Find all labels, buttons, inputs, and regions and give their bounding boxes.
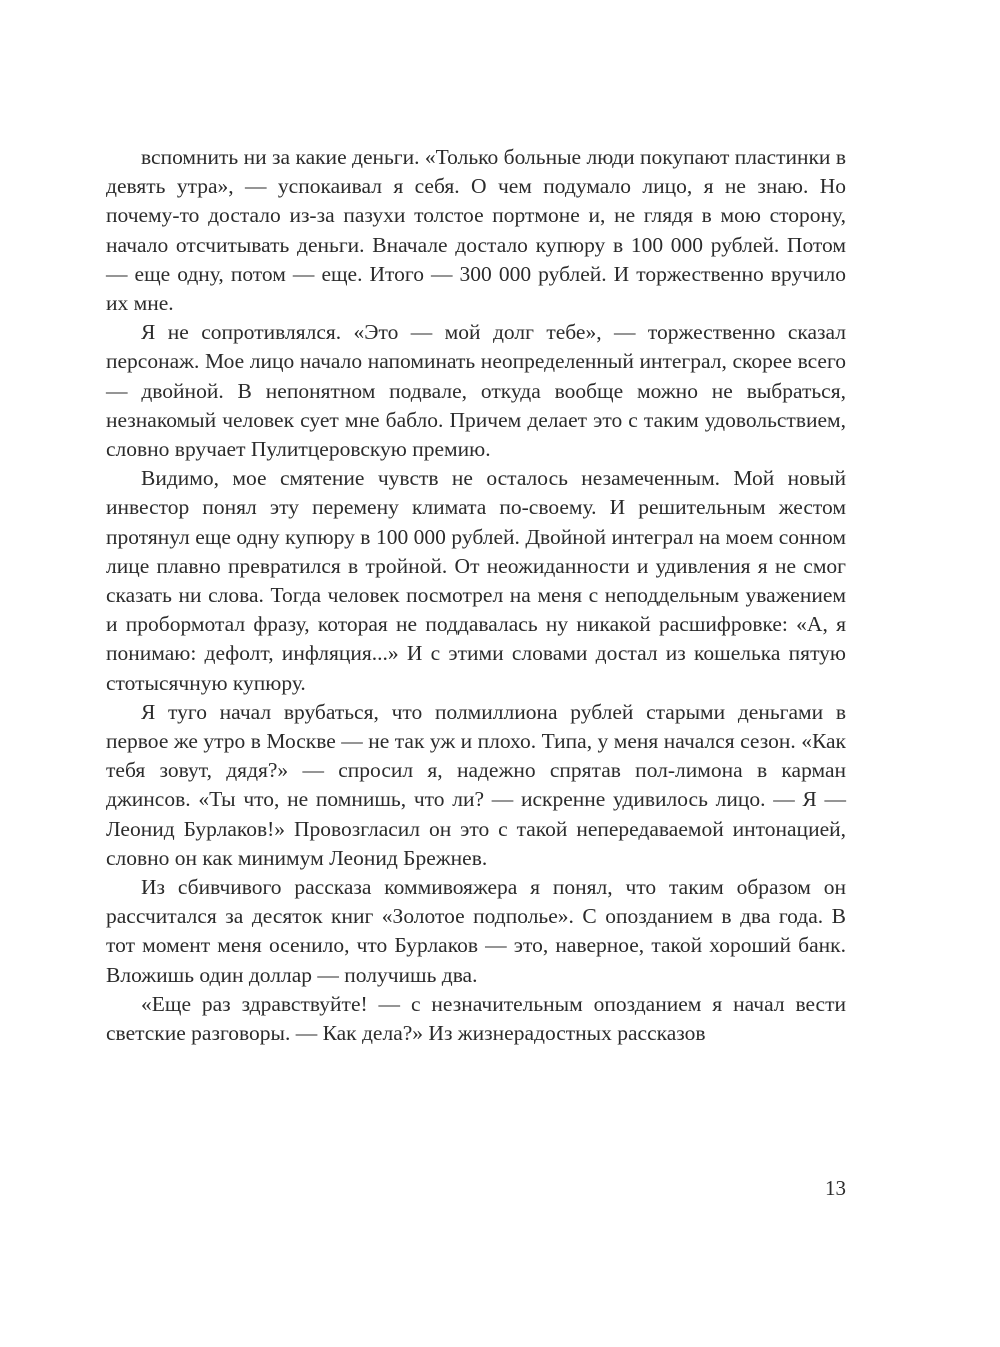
body-paragraph: вспомнить ни за какие деньги. «Только больные люди покупают пластинки в девять утра», — успокаивал я себя. О чем подумало лицо, я не знаю. Но почему-то достало из-за пазухи толстое портмоне и, не глядя в мою сторону, начало отсчитывать деньги. Вначале достало купюру в 100 000 рублей. Потом — еще одну, потом — еще. Итого — 300 000 рублей. И торжественно вручило их мне. xyxy=(106,145,846,316)
body-paragraph: Я не сопротивлялся. «Это — мой долг тебе», — торжественно сказал персонаж. Мое лицо начало напоминать неопределенный интеграл, скорее всего — двойной. В непонятном подвале, откуда вообще можно не выбраться, незнакомый человек сует мне бабло. Причем делает это с таким удовольствием, словно вручает Пулитцеровскую премию. xyxy=(106,320,846,462)
page-number: 13 xyxy=(825,1176,846,1200)
body-paragraph: Из сбивчивого рассказа коммивояжера я понял, что таким образом он рассчитался за десяток книг «Золотое подполье». С опозданием в два года. В тот момент меня осенило, что Бурлаков — это, наверное, такой хороший банк. Вложишь один доллар — получишь два. xyxy=(106,875,846,987)
body-paragraph: Видимо, мое смятение чувств не осталось незамеченным. Мой новый инвестор понял эту перемену климата по-своему. И решительным жестом протянул еще одну купюру в 100 000 рублей. Двойной интеграл на моем сонном лице плавно превратился в тройной. От неожиданности и удивления я не смог сказать ни слова. Тогда человек посмотрел на меня с неподдельным уважением и пробормотал фразу, которая не поддавалась ну никакой расшифровке: «А, я понимаю: дефолт, инфляция...» И с этими словами достал из кошелька пятую стотысячную купюру. xyxy=(106,466,846,695)
body-paragraph: «Еще раз здравствуйте! — с незначительным опозданием я начал вести светские разговоры. — Как дела?» Из жизнерадостных рассказов xyxy=(106,991,846,1046)
body-paragraph: Я туго начал врубаться, что полмиллиона рублей старыми деньгами в первое же утро в Москве — не так уж и плохо. Типа, у меня начался сезон. «Как тебя зовут, дядя?» — спросил я, надежно спрятав пол-лимона в карман джинсов. «Ты что, не помнишь, что ли? — искренне удивилось лицо. — Я — Леонид Бурлаков!» Провозгласил он это с такой непередаваемой интонацией, словно он как минимум Леонид Брежнев. xyxy=(106,699,846,870)
page-text-block xyxy=(106,143,846,1048)
